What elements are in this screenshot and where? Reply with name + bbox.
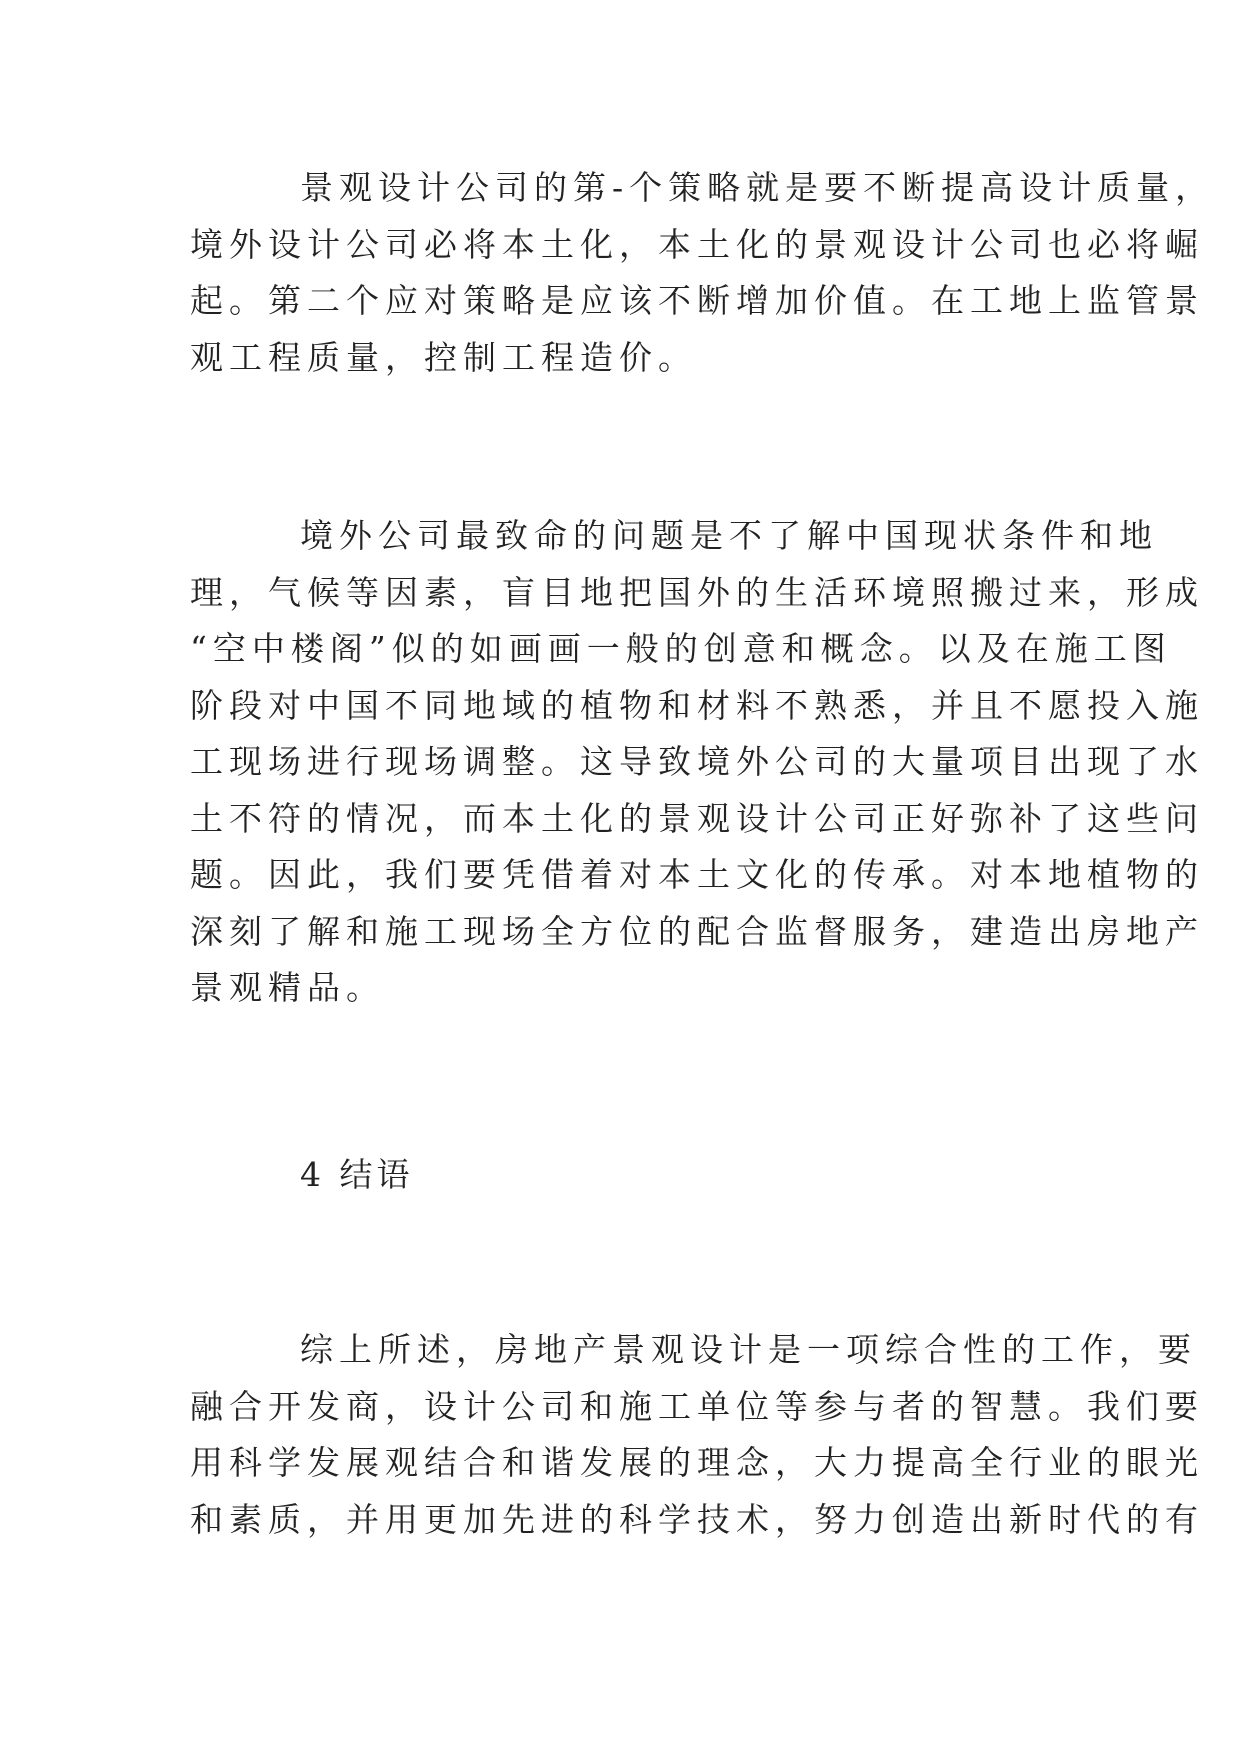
- paragraph-line: 阶段对中国不同地域的植物和材料不熟悉，并且不愿投入施: [190, 685, 1204, 725]
- paragraph-line: 土不符的情况，而本土化的景观设计公司正好弥补了这些问: [190, 798, 1204, 838]
- paragraph-line: 题。因此，我们要凭借着对本土文化的传承。对本地植物的: [190, 855, 1204, 894]
- paragraph-line: 景观精品。: [190, 968, 385, 1007]
- heading-text: 4 结语: [300, 1155, 414, 1194]
- paragraph-line: 和素质，并用更加先进的科学技术，努力创造出新时代的有: [190, 1499, 1204, 1539]
- paragraph-line: 景观设计公司的第-个策略就是要不断提高设计质量，: [300, 168, 1215, 207]
- paragraph-line: 境外设计公司必将本土化，本土化的景观设计公司也必将崛: [190, 224, 1204, 264]
- paragraph-line: 用科学发展观结合和谐发展的理念，大力提高全行业的眼光: [190, 1443, 1204, 1482]
- paragraph-line: 深刻了解和施工现场全方位的配合监督服务，建造出房地产: [190, 911, 1204, 951]
- paragraph-line: 起。第二个应对策略是应该不断增加价值。在工地上监管景: [190, 281, 1204, 320]
- section-heading-conclusion: [300, 1147, 1180, 1204]
- paragraph-overseas-problem: [190, 508, 1204, 1017]
- paragraph-conclusion: [190, 1322, 1204, 1548]
- paragraph-line: 境外公司最致命的问题是不了解中国现状条件和地: [300, 516, 1158, 555]
- paragraph-strategy: [190, 160, 1215, 386]
- paragraph-line: 理，气候等因素，盲目地把国外的生活环境照搬过来，形成: [190, 572, 1204, 612]
- paragraph-line: 观工程质量，控制工程造价。: [190, 337, 697, 377]
- paragraph-line: 综上所述，房地产景观设计是一项综合性的工作，要: [300, 1330, 1197, 1369]
- paragraph-line: 工现场进行现场调整。这导致境外公司的大量项目出现了水: [190, 742, 1204, 781]
- paragraph-line: 融合开发商，设计公司和施工单位等参与者的智慧。我们要: [190, 1386, 1204, 1426]
- paragraph-line: “空中楼阁”似的如画画一般的创意和概念。以及在施工图: [190, 629, 1172, 668]
